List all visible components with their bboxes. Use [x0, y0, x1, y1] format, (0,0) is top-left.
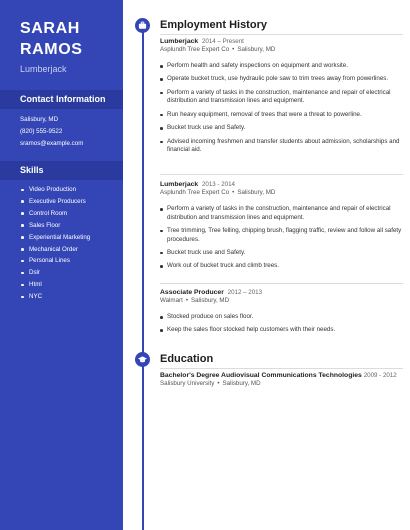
education-entry	[160, 372, 405, 387]
job-employer: Walmart	[160, 297, 183, 304]
job-employer-line: Asplundh Tree Expert Co • Salisbury, MD	[160, 46, 276, 53]
job-bullet: Perform a variety of tasks in the construction, maintenance and repair of electrical distribution and transmission lines and equipment.	[160, 205, 405, 222]
skill-item: Executive Producers	[20, 196, 90, 208]
job-employer: Asplundh Tree Expert Co	[160, 189, 230, 196]
section-divider	[160, 283, 403, 284]
education-degree: Bachelor's Degree Audiovisual Communications Technologies	[160, 372, 362, 379]
job-bullets	[160, 62, 405, 155]
job-bullet: Bucket truck use and Safety.	[160, 249, 405, 258]
skills-list	[20, 184, 90, 303]
section-divider	[160, 174, 403, 175]
job-title-line	[160, 181, 405, 188]
skill-item: Mechanical Order	[20, 244, 90, 256]
job-bullets	[160, 313, 405, 335]
job-bullet: Stocked produce on sales floor.	[160, 313, 405, 322]
job-bullets	[160, 205, 405, 271]
contact-heading: Contact Information	[0, 90, 123, 109]
job-location: Salisbury, MD	[237, 189, 276, 196]
skill-item: Experiential Marketing	[20, 232, 90, 244]
job-location: Salisbury, MD	[237, 46, 276, 53]
job-entry	[160, 181, 405, 276]
skills-heading: Skills	[0, 161, 123, 180]
job-bullet: Keep the sales floor stocked help customers with their needs.	[160, 326, 405, 335]
candidate-name	[20, 18, 83, 60]
job-bullet: Advised incoming freshmen and transfer students about admission, scholarships and financial aid.	[160, 138, 405, 155]
job-title: Lumberjack	[160, 38, 199, 45]
section-divider	[160, 368, 403, 369]
skill-item: Sales Floor	[20, 220, 90, 232]
contact-info	[20, 114, 83, 150]
skill-item: Control Room	[20, 208, 90, 220]
job-employer-line: Asplundh Tree Expert Co • Salisbury, MD	[160, 189, 276, 196]
job-bullet: Run heavy equipment, removal of trees that were a threat to powerline.	[160, 111, 405, 120]
education-heading: Education	[160, 353, 214, 365]
job-bullet: Perform health and safety inspections on equipment and worksite.	[160, 62, 405, 71]
timeline-line	[142, 26, 144, 530]
job-employer: Asplundh Tree Expert Co	[160, 46, 230, 53]
job-dates: 2013 - 2014	[201, 181, 235, 188]
job-title: Associate Producer	[160, 289, 224, 296]
last-name: RAMOS	[20, 41, 83, 58]
skill-item: Video Production	[20, 184, 90, 196]
sidebar	[0, 0, 123, 530]
education-degree-line	[160, 372, 405, 379]
job-bullet: Tree trimming, Tree felling, chipping brush, flagging traffic, review and follow all safety procedures.	[160, 227, 405, 244]
job-bullet: Operate bucket truck, use hydraulic pole saw to trim trees away from powerlines.	[160, 75, 405, 84]
job-bullet: Bucket truck use and Safety.	[160, 124, 405, 133]
education-school-line: Salisbury University • Salisbury, MD	[160, 380, 261, 387]
education-dates: 2009 - 2012	[363, 372, 397, 379]
education-location: Salisbury, MD	[222, 380, 261, 387]
first-name: SARAH	[20, 20, 80, 37]
job-dates: 2012 – 2013	[227, 289, 263, 296]
job-location: Salisbury, MD	[190, 297, 230, 304]
job-employer-line: Walmart • Salisbury, MD	[160, 297, 230, 304]
job-entry	[160, 38, 405, 160]
job-title-line	[160, 38, 405, 45]
contact-email: sramos@example.com	[20, 140, 84, 147]
skill-item: Personal Lines	[20, 255, 90, 267]
job-bullet: Work out of bucket truck and climb trees.	[160, 262, 405, 271]
job-role: Lumberjack	[20, 64, 67, 74]
contact-phone: (820) 555-9522	[20, 128, 63, 135]
job-title-line	[160, 289, 405, 296]
skill-item: Dslr	[20, 267, 90, 279]
skill-item: NYC	[20, 291, 90, 303]
contact-location: Salisbury, MD	[20, 116, 59, 123]
education-school: Salisbury University	[160, 380, 215, 387]
section-divider	[160, 34, 403, 35]
graduation-cap-icon	[135, 352, 150, 367]
job-bullet: Perform a variety of tasks in the construction, maintenance and repair of electrical distribution and transmission lines and equipment.	[160, 89, 405, 106]
briefcase-icon	[135, 18, 150, 33]
job-entry	[160, 289, 405, 340]
job-title: Lumberjack	[160, 181, 199, 188]
employment-heading: Employment History	[160, 19, 267, 31]
job-dates: 2014 – Present	[201, 38, 244, 45]
skill-item: Html	[20, 279, 90, 291]
